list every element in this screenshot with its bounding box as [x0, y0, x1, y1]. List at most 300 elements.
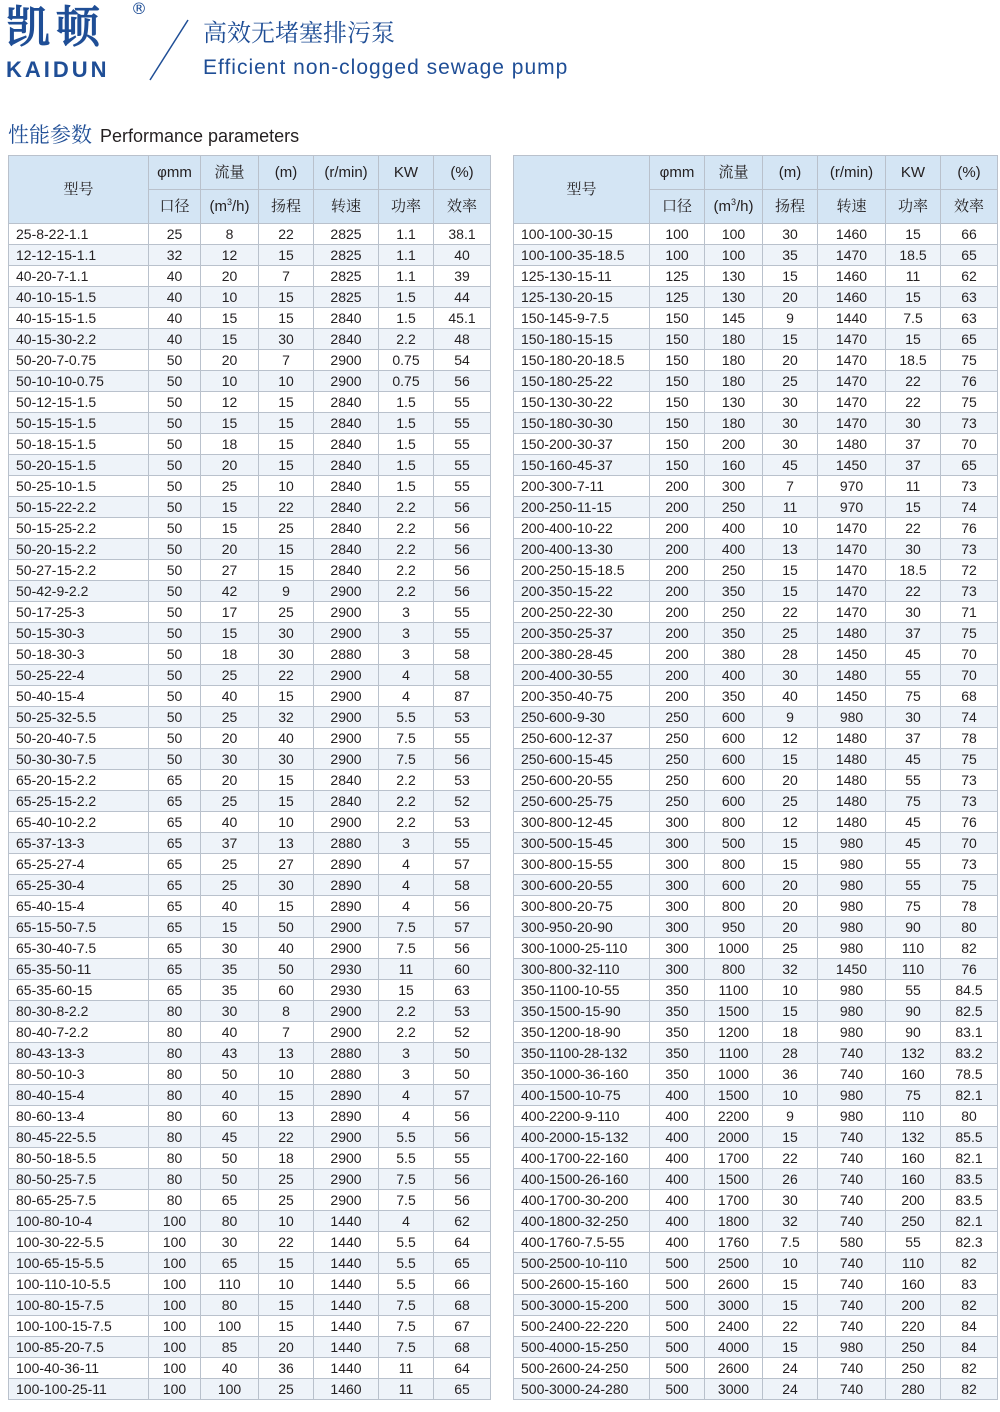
cell-diameter: 65	[149, 938, 201, 959]
table-row	[514, 812, 998, 833]
cell-model: 50-20-15-2.2	[9, 539, 149, 560]
cell-flow: 130	[705, 287, 763, 308]
cell-head: 9	[259, 581, 314, 602]
cell-diameter: 25	[149, 224, 201, 245]
col-eff-unit: (%)	[434, 156, 491, 190]
cell-efficiency: 78	[941, 728, 998, 749]
cell-speed: 740	[818, 1211, 886, 1232]
cell-diameter: 100	[149, 1274, 201, 1295]
cell-diameter: 200	[650, 665, 705, 686]
cell-head: 15	[259, 1295, 314, 1316]
cell-speed: 1450	[818, 644, 886, 665]
cell-flow: 15	[201, 308, 259, 329]
cell-power: 5.5	[379, 1232, 434, 1253]
cell-speed: 2840	[314, 560, 379, 581]
cell-diameter: 250	[650, 791, 705, 812]
cell-speed: 2900	[314, 581, 379, 602]
cell-flow: 800	[705, 854, 763, 875]
cell-head: 15	[259, 434, 314, 455]
cell-speed: 1470	[818, 581, 886, 602]
cell-model: 40-10-15-1.5	[9, 287, 149, 308]
cell-speed: 2840	[314, 455, 379, 476]
cell-power: 132	[886, 1043, 941, 1064]
cell-efficiency: 44	[434, 287, 491, 308]
table-row	[9, 308, 491, 329]
cell-efficiency: 82.5	[941, 1001, 998, 1022]
table-row	[514, 224, 998, 245]
cell-flow: 2600	[705, 1358, 763, 1379]
cell-model: 200-250-15-18.5	[514, 560, 650, 581]
cell-head: 30	[763, 1190, 818, 1211]
cell-flow: 40	[201, 1022, 259, 1043]
cell-diameter: 200	[650, 602, 705, 623]
cell-power: 4	[379, 1106, 434, 1127]
table-row	[9, 686, 491, 707]
cell-efficiency: 62	[941, 266, 998, 287]
cell-head: 50	[259, 959, 314, 980]
table-row	[514, 581, 998, 602]
cell-flow: 100	[201, 1379, 259, 1400]
cell-speed: 980	[818, 1106, 886, 1127]
cell-power: 1.1	[379, 224, 434, 245]
cell-speed: 740	[818, 1274, 886, 1295]
cell-head: 12	[763, 812, 818, 833]
cell-flow: 42	[201, 581, 259, 602]
cell-power: 2.2	[379, 1001, 434, 1022]
cell-speed: 2890	[314, 854, 379, 875]
cell-power: 37	[886, 728, 941, 749]
cell-model: 65-35-50-11	[9, 959, 149, 980]
cell-diameter: 50	[149, 539, 201, 560]
cell-power: 160	[886, 1274, 941, 1295]
cell-head: 7.5	[763, 1232, 818, 1253]
cell-speed: 1470	[818, 413, 886, 434]
cell-head: 50	[259, 917, 314, 938]
cell-efficiency: 78.5	[941, 1064, 998, 1085]
table-row	[514, 560, 998, 581]
cell-efficiency: 83.1	[941, 1022, 998, 1043]
cell-flow: 15	[201, 623, 259, 644]
cell-power: 110	[886, 1253, 941, 1274]
cell-diameter: 150	[650, 413, 705, 434]
cell-model: 65-40-10-2.2	[9, 812, 149, 833]
col-flow: 流量	[705, 156, 763, 190]
cell-power: 1.5	[379, 476, 434, 497]
cell-efficiency: 82.1	[941, 1148, 998, 1169]
cell-speed: 2825	[314, 287, 379, 308]
cell-power: 15	[886, 287, 941, 308]
cell-head: 13	[259, 1043, 314, 1064]
cell-efficiency: 55	[434, 413, 491, 434]
cell-speed: 1460	[818, 266, 886, 287]
cell-head: 22	[259, 1127, 314, 1148]
cell-efficiency: 55	[434, 623, 491, 644]
cell-power: 1.5	[379, 392, 434, 413]
cell-head: 20	[763, 917, 818, 938]
cell-model: 80-45-22-5.5	[9, 1127, 149, 1148]
cell-flow: 40	[201, 812, 259, 833]
cell-model: 125-130-20-15	[514, 287, 650, 308]
cell-model: 500-2600-24-250	[514, 1358, 650, 1379]
cell-diameter: 50	[149, 749, 201, 770]
cell-efficiency: 53	[434, 812, 491, 833]
page-header	[0, 0, 1000, 100]
cell-head: 15	[259, 560, 314, 581]
cell-speed: 2840	[314, 476, 379, 497]
cell-flow: 130	[705, 266, 763, 287]
table-row	[9, 1211, 491, 1232]
cell-head: 30	[763, 224, 818, 245]
cell-speed: 1480	[818, 812, 886, 833]
cell-model: 50-20-7-0.75	[9, 350, 149, 371]
cell-head: 60	[259, 980, 314, 1001]
cell-power: 5.5	[379, 1253, 434, 1274]
cell-diameter: 125	[650, 266, 705, 287]
cell-model: 200-350-15-22	[514, 581, 650, 602]
cell-speed: 980	[818, 1001, 886, 1022]
table-row	[9, 623, 491, 644]
cell-efficiency: 85.5	[941, 1127, 998, 1148]
cell-speed: 980	[818, 896, 886, 917]
cell-diameter: 50	[149, 602, 201, 623]
table-row	[9, 1232, 491, 1253]
cell-head: 22	[259, 497, 314, 518]
cell-speed: 2930	[314, 980, 379, 1001]
cell-flow: 20	[201, 455, 259, 476]
cell-efficiency: 58	[434, 644, 491, 665]
table-row	[9, 245, 491, 266]
cell-model: 80-50-18-5.5	[9, 1148, 149, 1169]
cell-power: 37	[886, 623, 941, 644]
cell-power: 2.2	[379, 497, 434, 518]
cell-flow: 45	[201, 1127, 259, 1148]
col-eff: 效率	[434, 190, 491, 224]
cell-diameter: 200	[650, 560, 705, 581]
cell-head: 13	[259, 833, 314, 854]
cell-flow: 25	[201, 854, 259, 875]
cell-speed: 980	[818, 707, 886, 728]
cell-power: 7.5	[379, 749, 434, 770]
cell-efficiency: 56	[434, 1190, 491, 1211]
cell-speed: 2900	[314, 371, 379, 392]
col-dia-unit: φmm	[650, 156, 705, 190]
cell-diameter: 300	[650, 812, 705, 833]
cell-speed: 1480	[818, 770, 886, 791]
cell-speed: 2825	[314, 266, 379, 287]
cell-head: 27	[259, 854, 314, 875]
cell-flow: 15	[201, 518, 259, 539]
cell-head: 15	[763, 329, 818, 350]
cell-flow: 350	[705, 623, 763, 644]
cell-model: 100-100-25-11	[9, 1379, 149, 1400]
cell-power: 7.5	[379, 917, 434, 938]
cell-diameter: 500	[650, 1274, 705, 1295]
table-row	[514, 308, 998, 329]
cell-flow: 1760	[705, 1232, 763, 1253]
cell-flow: 12	[201, 392, 259, 413]
cell-diameter: 50	[149, 644, 201, 665]
cell-diameter: 200	[650, 623, 705, 644]
col-eff-unit: (%)	[941, 156, 998, 190]
cell-power: 5.5	[379, 1274, 434, 1295]
cell-model: 350-1100-10-55	[514, 980, 650, 1001]
cell-diameter: 400	[650, 1190, 705, 1211]
cell-head: 15	[259, 455, 314, 476]
cell-speed: 980	[818, 938, 886, 959]
cell-head: 20	[763, 875, 818, 896]
cell-model: 100-110-10-5.5	[9, 1274, 149, 1295]
cell-efficiency: 73	[941, 539, 998, 560]
cell-head: 15	[259, 413, 314, 434]
cell-diameter: 80	[149, 1190, 201, 1211]
cell-model: 65-25-27-4	[9, 854, 149, 875]
cell-model: 300-800-12-45	[514, 812, 650, 833]
cell-model: 150-180-30-30	[514, 413, 650, 434]
cell-speed: 980	[818, 1022, 886, 1043]
cell-flow: 180	[705, 329, 763, 350]
cell-power: 45	[886, 644, 941, 665]
cell-model: 50-18-15-1.5	[9, 434, 149, 455]
cell-model: 300-1000-25-110	[514, 938, 650, 959]
cell-speed: 2900	[314, 1001, 379, 1022]
cell-efficiency: 55	[434, 392, 491, 413]
cell-flow: 43	[201, 1043, 259, 1064]
cell-diameter: 150	[650, 434, 705, 455]
cell-flow: 25	[201, 875, 259, 896]
cell-speed: 2900	[314, 665, 379, 686]
cell-flow: 600	[705, 791, 763, 812]
cell-efficiency: 73	[941, 791, 998, 812]
cell-power: 250	[886, 1211, 941, 1232]
table-row	[514, 875, 998, 896]
cell-speed: 740	[818, 1190, 886, 1211]
cell-model: 250-600-9-30	[514, 707, 650, 728]
cell-flow: 2200	[705, 1106, 763, 1127]
cell-power: 3	[379, 1064, 434, 1085]
cell-efficiency: 70	[941, 665, 998, 686]
cell-speed: 980	[818, 1337, 886, 1358]
cell-head: 11	[763, 497, 818, 518]
cell-speed: 1470	[818, 350, 886, 371]
cell-efficiency: 75	[941, 350, 998, 371]
cell-head: 13	[763, 539, 818, 560]
cell-flow: 1800	[705, 1211, 763, 1232]
cell-power: 160	[886, 1064, 941, 1085]
cell-model: 50-40-15-4	[9, 686, 149, 707]
col-dia: 口径	[149, 190, 201, 224]
cell-flow: 12	[201, 245, 259, 266]
cell-diameter: 80	[149, 1127, 201, 1148]
cell-speed: 740	[818, 1064, 886, 1085]
cell-flow: 25	[201, 707, 259, 728]
cell-model: 50-17-25-3	[9, 602, 149, 623]
table-row	[514, 896, 998, 917]
cell-model: 65-20-15-2.2	[9, 770, 149, 791]
cell-diameter: 150	[650, 392, 705, 413]
cell-diameter: 50	[149, 518, 201, 539]
cell-diameter: 40	[149, 308, 201, 329]
cell-diameter: 300	[650, 938, 705, 959]
cell-flow: 250	[705, 602, 763, 623]
table-row	[514, 917, 998, 938]
cell-efficiency: 56	[434, 1127, 491, 1148]
cell-head: 15	[259, 308, 314, 329]
table-row	[9, 287, 491, 308]
cell-power: 0.75	[379, 350, 434, 371]
cell-efficiency: 82.1	[941, 1211, 998, 1232]
cell-model: 65-30-40-7.5	[9, 938, 149, 959]
cell-speed: 2900	[314, 1169, 379, 1190]
cell-efficiency: 78	[941, 896, 998, 917]
cell-head: 25	[763, 623, 818, 644]
table-row	[514, 770, 998, 791]
cell-power: 0.75	[379, 371, 434, 392]
cell-flow: 160	[705, 455, 763, 476]
table-row	[9, 644, 491, 665]
cell-efficiency: 83.2	[941, 1043, 998, 1064]
cell-efficiency: 75	[941, 875, 998, 896]
cell-head: 10	[259, 1064, 314, 1085]
cell-model: 300-800-15-55	[514, 854, 650, 875]
cell-power: 5.5	[379, 707, 434, 728]
table-row	[9, 854, 491, 875]
table-row	[9, 392, 491, 413]
cell-flow: 180	[705, 371, 763, 392]
cell-diameter: 500	[650, 1379, 705, 1400]
cell-speed: 2900	[314, 707, 379, 728]
cell-flow: 1700	[705, 1190, 763, 1211]
cell-efficiency: 55	[434, 455, 491, 476]
cell-flow: 30	[201, 1232, 259, 1253]
cell-flow: 1000	[705, 1064, 763, 1085]
cell-power: 7.5	[379, 728, 434, 749]
cell-speed: 2840	[314, 770, 379, 791]
col-head-unit: (m)	[763, 156, 818, 190]
cell-speed: 1440	[314, 1253, 379, 1274]
table-row	[514, 1022, 998, 1043]
col-model: 型号	[9, 156, 149, 224]
cell-model: 12-12-15-1.1	[9, 245, 149, 266]
table-row	[9, 1148, 491, 1169]
cell-power: 37	[886, 455, 941, 476]
cell-efficiency: 71	[941, 602, 998, 623]
cell-diameter: 50	[149, 497, 201, 518]
cell-power: 30	[886, 707, 941, 728]
cell-head: 10	[259, 812, 314, 833]
cell-diameter: 350	[650, 1022, 705, 1043]
cell-flow: 15	[201, 917, 259, 938]
cell-flow: 15	[201, 329, 259, 350]
cell-diameter: 400	[650, 1211, 705, 1232]
cell-model: 500-3000-24-280	[514, 1379, 650, 1400]
cell-efficiency: 73	[941, 770, 998, 791]
cell-flow: 500	[705, 833, 763, 854]
cell-diameter: 500	[650, 1253, 705, 1274]
cell-efficiency: 84	[941, 1337, 998, 1358]
cell-model: 250-600-12-37	[514, 728, 650, 749]
cell-head: 25	[763, 938, 818, 959]
cell-power: 4	[379, 1085, 434, 1106]
cell-model: 200-250-22-30	[514, 602, 650, 623]
cell-speed: 2880	[314, 1064, 379, 1085]
col-power-unit: KW	[886, 156, 941, 190]
cell-speed: 1440	[314, 1358, 379, 1379]
performance-table-left	[8, 155, 491, 1400]
cell-diameter: 50	[149, 623, 201, 644]
cell-model: 50-12-15-1.5	[9, 392, 149, 413]
cell-head: 15	[259, 686, 314, 707]
cell-model: 200-380-28-45	[514, 644, 650, 665]
cell-head: 7	[763, 476, 818, 497]
cell-head: 30	[259, 329, 314, 350]
cell-model: 150-180-15-15	[514, 329, 650, 350]
table-row	[514, 959, 998, 980]
cell-flow: 1500	[705, 1085, 763, 1106]
cell-flow: 37	[201, 833, 259, 854]
table-row	[9, 1316, 491, 1337]
col-speed-unit: (r/min)	[818, 156, 886, 190]
brand-logo-en: KAIDUN	[6, 57, 110, 82]
cell-diameter: 50	[149, 455, 201, 476]
cell-speed: 2930	[314, 959, 379, 980]
cell-model: 400-1800-32-250	[514, 1211, 650, 1232]
table-row	[514, 938, 998, 959]
cell-head: 15	[259, 1316, 314, 1337]
table-row	[9, 1085, 491, 1106]
cell-power: 55	[886, 665, 941, 686]
cell-flow: 80	[201, 1211, 259, 1232]
cell-flow: 800	[705, 812, 763, 833]
cell-model: 300-500-15-45	[514, 833, 650, 854]
table-row	[9, 518, 491, 539]
product-title-cn: 高效无堵塞排污泵	[203, 19, 395, 47]
cell-head: 10	[259, 371, 314, 392]
cell-power: 30	[886, 602, 941, 623]
cell-flow: 40	[201, 896, 259, 917]
cell-power: 1.5	[379, 308, 434, 329]
cell-head: 22	[259, 224, 314, 245]
cell-power: 160	[886, 1148, 941, 1169]
cell-power: 4	[379, 896, 434, 917]
cell-efficiency: 82	[941, 1358, 998, 1379]
cell-head: 15	[259, 791, 314, 812]
divider-slash	[140, 18, 200, 82]
table-row	[9, 917, 491, 938]
table-row	[514, 1043, 998, 1064]
cell-head: 7	[259, 1022, 314, 1043]
cell-diameter: 250	[650, 749, 705, 770]
cell-speed: 1480	[818, 749, 886, 770]
cell-model: 150-160-45-37	[514, 455, 650, 476]
cell-model: 150-200-30-37	[514, 434, 650, 455]
cell-power: 11	[886, 266, 941, 287]
table-row	[514, 1190, 998, 1211]
cell-efficiency: 65	[941, 245, 998, 266]
cell-speed: 2890	[314, 1085, 379, 1106]
cell-flow: 15	[201, 413, 259, 434]
cell-model: 200-350-25-37	[514, 623, 650, 644]
cell-speed: 2825	[314, 224, 379, 245]
col-head: 扬程	[763, 190, 818, 224]
cell-flow: 2600	[705, 1274, 763, 1295]
cell-flow: 2500	[705, 1253, 763, 1274]
cell-head: 28	[763, 644, 818, 665]
table-row	[514, 1085, 998, 1106]
cell-flow: 1100	[705, 1043, 763, 1064]
cell-flow: 50	[201, 1169, 259, 1190]
cell-speed: 1470	[818, 539, 886, 560]
cell-diameter: 400	[650, 1169, 705, 1190]
